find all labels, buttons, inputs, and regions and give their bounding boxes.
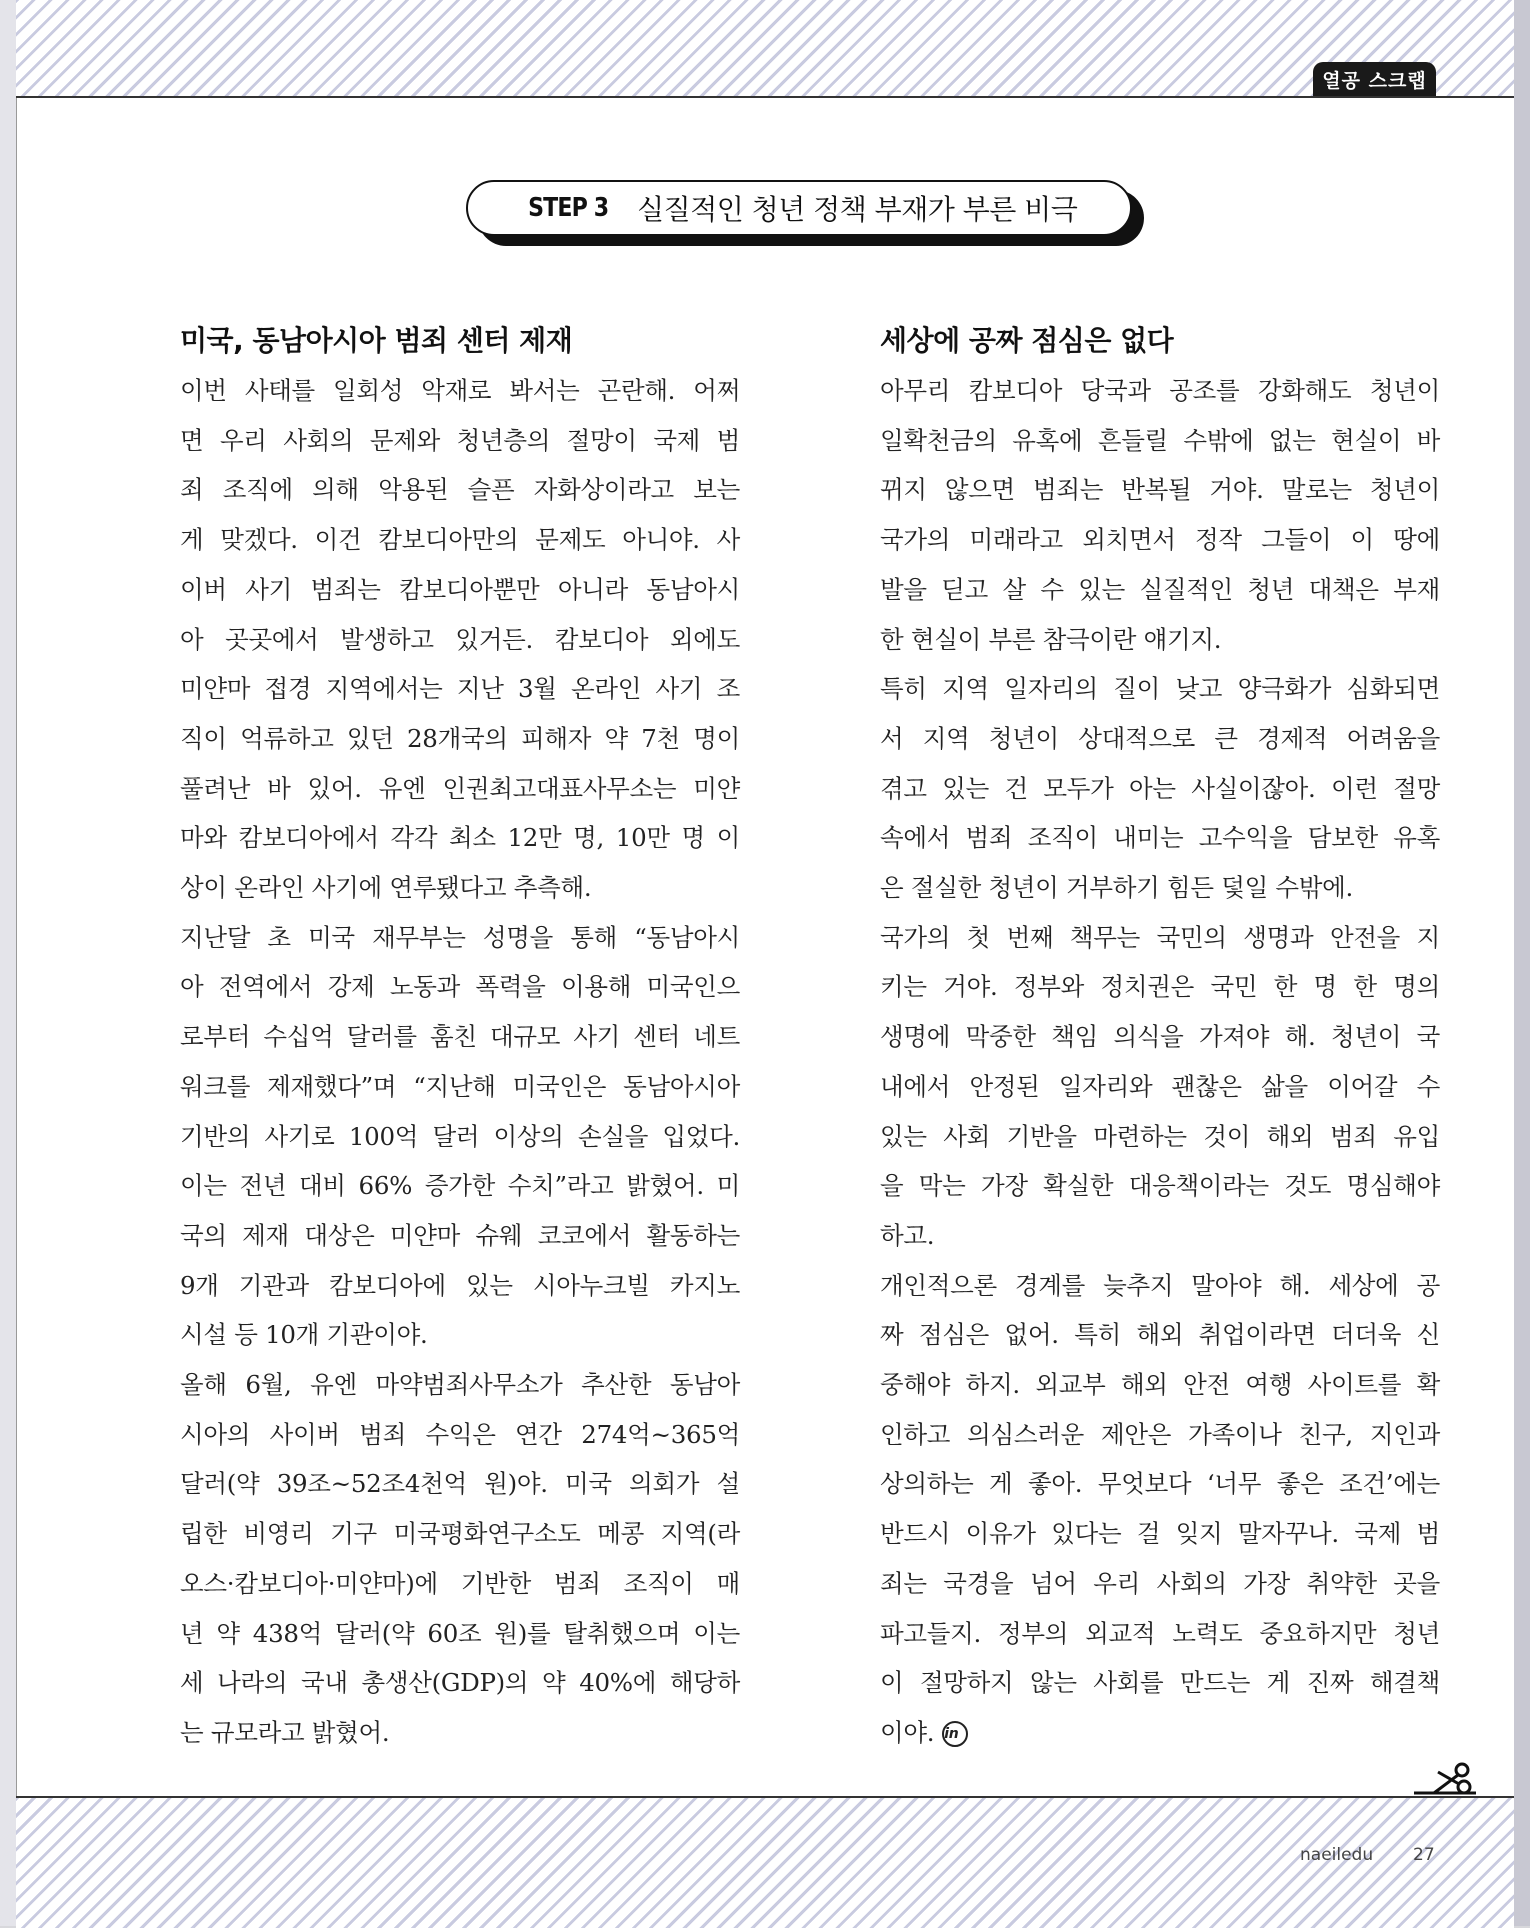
text-line: 올해 6월, 유엔 마약범죄사무소가 추산한 동남아 — [180, 1370, 740, 1400]
text-line: 은 절실한 청년이 거부하기 힘든 덫일 수밖에. — [880, 873, 1354, 903]
text-line: 는 규모라고 밝혔어. — [180, 1717, 390, 1747]
left-column-heading: 미국, 동남아시아 범죄 센터 제재 — [180, 324, 573, 357]
text-line: 이 절망하지 않는 사회를 만드는 게 진짜 해결책 — [880, 1668, 1440, 1698]
text-line: 세 나라의 국내 총생산(GDP)의 약 40%에 해당하 — [180, 1668, 740, 1698]
page-right-edge — [1514, 0, 1530, 1926]
right-paragraph — [880, 664, 1440, 913]
text-line: 키는 거야. 정부와 정치권은 국민 한 명 한 명의 — [880, 972, 1440, 1002]
text-line: 상이 온라인 사기에 연루됐다고 추측해. — [180, 873, 592, 903]
text-line: 개인적으론 경계를 늦추지 말아야 해. 세상에 공 — [880, 1270, 1440, 1300]
text-line: 마와 캄보디아에서 각각 최소 12만 명, 10만 명 이 — [180, 823, 740, 853]
text-line: 이야. in — [880, 1708, 1440, 1758]
right-column-heading: 세상에 공짜 점심은 없다 — [880, 324, 1174, 357]
bottom-stripe-band — [16, 1796, 1514, 1928]
text-line: 국의 제재 대상은 미얀마 슈웨 코코에서 활동하는 — [180, 1220, 740, 1250]
page-left-edge — [0, 0, 17, 1926]
text-line: 아무리 캄보디아 당국과 공조를 강화해도 청년이 — [880, 376, 1440, 405]
step-title: 실질적인 청년 정책 부재가 부른 비극 — [637, 193, 1078, 226]
text-line: 기반의 사기로 100억 달러 이상의 손실을 입었다. — [180, 1121, 740, 1151]
text-line: 직이 억류하고 있던 28개국의 피해자 약 7천 명이 — [180, 723, 740, 753]
text-line: 지난달 초 미국 재무부는 성명을 통해 “동남아시 — [180, 922, 740, 952]
text-line: 게 맞겠다. 이건 캄보디아만의 문제도 아니야. 사 — [180, 525, 740, 555]
footer-brand: naeiledu — [1300, 1845, 1374, 1865]
text-line: 죄는 국경을 넘어 우리 사회의 가장 취약한 곳을 — [880, 1568, 1440, 1598]
text-line: 발을 딛고 살 수 있는 실질적인 청년 대책은 부재 — [880, 574, 1440, 604]
left-paragraph — [180, 1360, 740, 1758]
text-line: 일확천금의 유혹에 흔들릴 수밖에 없는 현실이 바 — [880, 425, 1440, 455]
text-line: 뀌지 않으면 범죄는 반복될 거야. 말로는 청년이 — [880, 475, 1440, 505]
step-banner-pill — [466, 180, 1132, 236]
left-paragraph — [180, 366, 740, 913]
step-banner — [466, 180, 1148, 250]
text-line: 달러(약 39조~52조4천억 원)야. 미국 의회가 설 — [180, 1469, 740, 1499]
left-column — [180, 318, 740, 1758]
text-line: 이는 전년 대비 66% 증가한 수치”라고 밝혔어. 미 — [180, 1171, 740, 1201]
text-line: 이버 사기 범죄는 캄보디아뿐만 아니라 동남아시 — [180, 574, 740, 604]
right-paragraph — [880, 1261, 1440, 1758]
text-line: 9개 기관과 캄보디아에 있는 시아누크빌 카지노 — [180, 1270, 740, 1300]
text-line: 상의하는 게 좋아. 무엇보다 ‘너무 좋은 조건’에는 — [880, 1469, 1440, 1499]
left-column-body — [180, 366, 740, 1758]
text-line: 생명에 막중한 책임 의식을 가져야 해. 청년이 국 — [880, 1022, 1440, 1052]
right-paragraph — [880, 366, 1440, 664]
text-line: 내에서 안정된 일자리와 괜찮은 삶을 이어갈 수 — [880, 1071, 1440, 1101]
text-line: 아 전역에서 강제 노동과 폭력을 이용해 미국인으 — [180, 972, 740, 1002]
text-line: 오스·캄보디아·미얀마)에 기반한 범죄 조직이 매 — [180, 1568, 740, 1598]
left-paragraph — [180, 913, 740, 1360]
text-line: 아 곳곳에서 발생하고 있거든. 캄보디아 외에도 — [180, 624, 740, 654]
text-line: 면 우리 사회의 문제와 청년층의 절망이 국제 범 — [180, 425, 740, 455]
text-line: 있는 사회 기반을 마련하는 것이 해외 범죄 유입 — [880, 1121, 1440, 1151]
text-line: 속에서 범죄 조직이 내미는 고수익을 담보한 유혹 — [880, 823, 1440, 853]
text-line: 서 지역 청년이 상대적으로 큰 경제적 어려움을 — [880, 723, 1440, 753]
right-paragraph — [880, 913, 1440, 1261]
text-line: 하고. — [880, 1220, 935, 1250]
text-line: 파고들지. 정부의 외교적 노력도 중요하지만 청년 — [880, 1618, 1440, 1648]
text-line: 인하고 의심스러운 제안은 가족이나 친구, 지인과 — [880, 1419, 1440, 1449]
text-line: 국가의 첫 번째 책무는 국민의 생명과 안전을 지 — [880, 922, 1440, 952]
page-number: 27 — [1413, 1845, 1435, 1865]
text-line: 중해야 하지. 외교부 해외 안전 여행 사이트를 확 — [880, 1370, 1440, 1400]
right-column-body — [880, 366, 1440, 1758]
end-mark-icon: in — [942, 1721, 968, 1747]
text-line: 미얀마 접경 지역에서는 지난 3월 온라인 사기 조 — [180, 674, 740, 704]
scissors-icon — [1414, 1760, 1476, 1800]
text-line: 특히 지역 일자리의 질이 낮고 양극화가 심화되면 — [880, 674, 1440, 704]
section-tab: 열공 스크랩 — [1313, 62, 1436, 96]
text-line: 국가의 미래라고 외치면서 정작 그들이 이 땅에 — [880, 525, 1440, 555]
text-line: 워크를 제재했다”며 “지난해 미국인은 동남아시아 — [180, 1071, 740, 1101]
text-line: 립한 비영리 기구 미국평화연구소도 메콩 지역(라 — [180, 1519, 740, 1549]
top-stripe-band — [16, 0, 1514, 98]
text-line: 시설 등 10개 기관이야. — [180, 1320, 428, 1350]
text-line: 이번 사태를 일회성 악재로 봐서는 곤란해. 어쩌 — [180, 376, 740, 405]
text-line: 로부터 수십억 달러를 훔친 대규모 사기 센터 네트 — [180, 1022, 740, 1052]
text-line: 겪고 있는 건 모두가 아는 사실이잖아. 이런 절망 — [880, 773, 1440, 803]
step-label: STEP 3 — [527, 193, 609, 223]
text-line: 죄 조직에 의해 악용된 슬픈 자화상이라고 보는 — [180, 475, 740, 505]
right-column — [880, 318, 1440, 1758]
text-line: 풀려난 바 있어. 유엔 인권최고대표사무소는 미얀 — [180, 773, 740, 803]
text-line: 을 막는 가장 확실한 대응책이라는 것도 명심해야 — [880, 1171, 1440, 1201]
text-line: 반드시 이유가 있다는 걸 잊지 말자꾸나. 국제 범 — [880, 1519, 1440, 1549]
text-line: 시아의 사이버 범죄 수익은 연간 274억~365억 — [180, 1419, 740, 1449]
text-line: 한 현실이 부른 참극이란 얘기지. — [880, 624, 1222, 654]
text-line: 년 약 438억 달러(약 60조 원)를 탈취했으며 이는 — [180, 1618, 740, 1648]
text-line: 짜 점심은 없어. 특히 해외 취업이라면 더더욱 신 — [880, 1320, 1440, 1350]
